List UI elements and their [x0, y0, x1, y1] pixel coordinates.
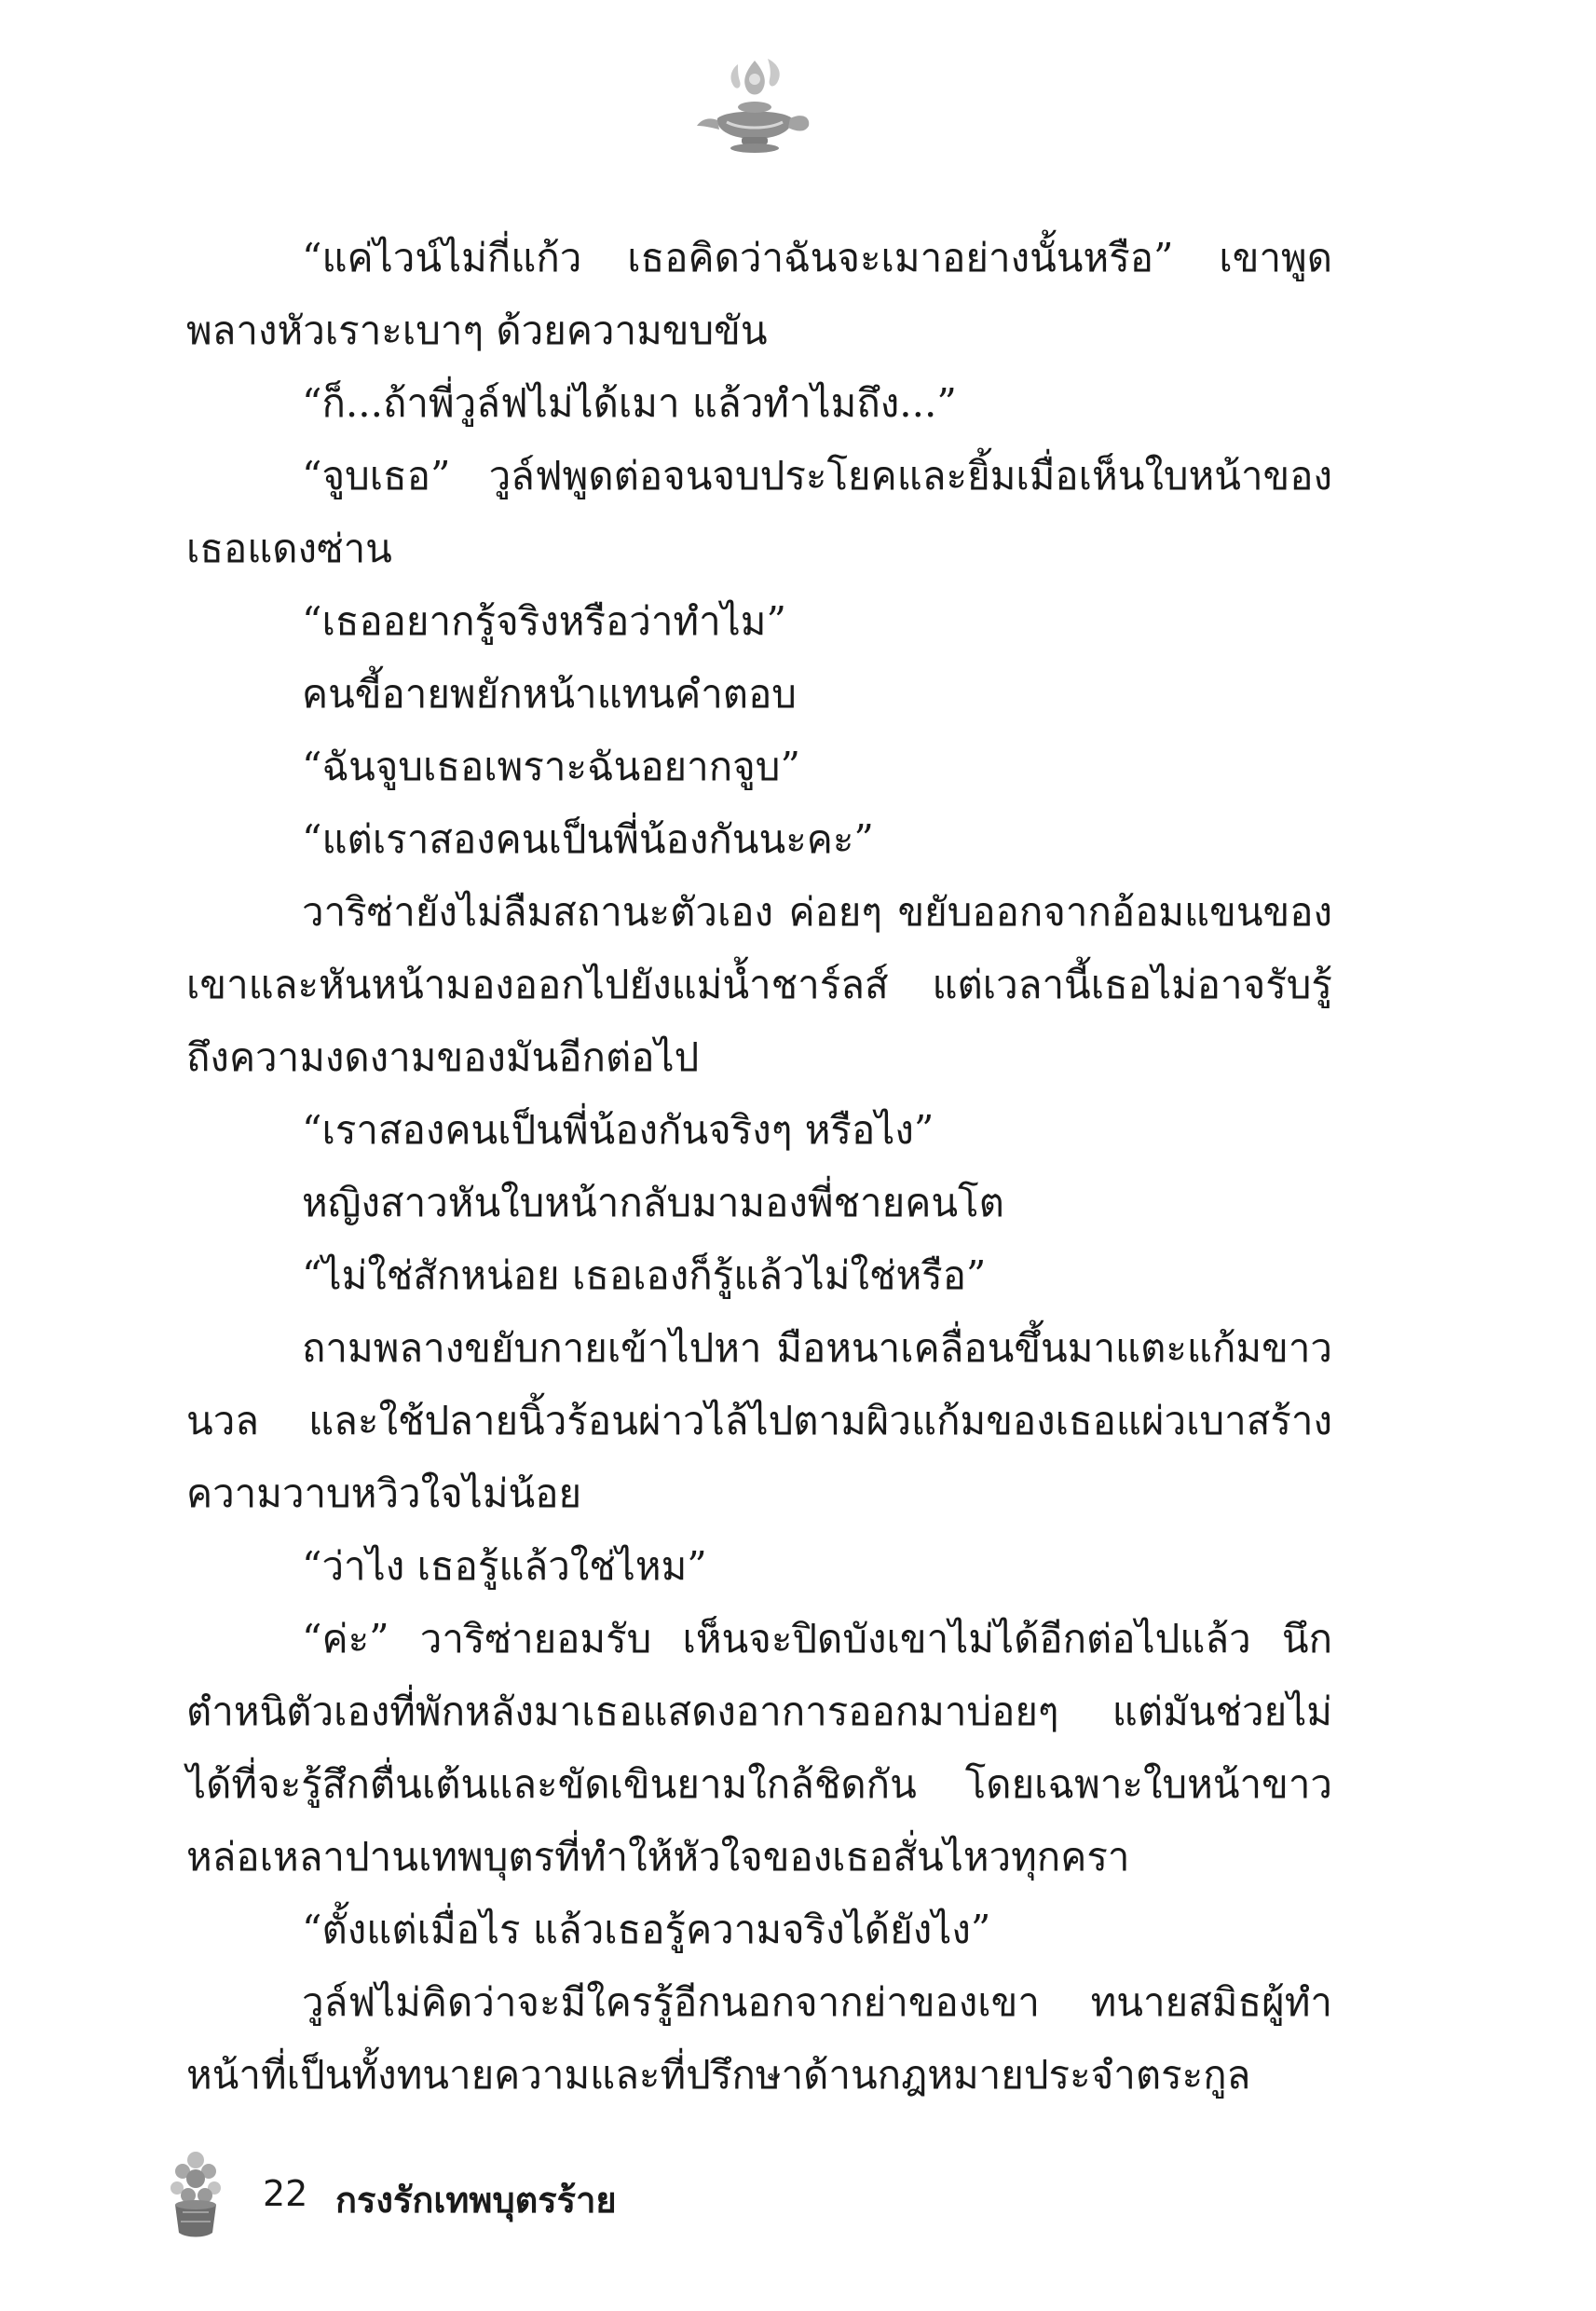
paragraph: “แต่เราสองคนเป็นพี่น้องกันนะคะ” [302, 816, 874, 862]
paragraph: “แค่ไวน์ไม่กี่แก้ว เธอคิดว่าฉันจะเมาอย่างนั้นหรือ” เขาพูดพลางหัวเราะเบาๆ ด้วยความขบขัน [186, 235, 1332, 353]
body-text [186, 222, 1332, 2112]
page-footer [158, 2143, 997, 2246]
paragraph: “ค่ะ” วาริซ่ายอมรับ เห็นจะปิดบังเขาไม่ได้อีกต่อไปแล้ว นึกตำหนิตัวเองที่พักหลังมาเธอแสดงอาการออกมาบ่อยๆ แต่มันช่วยไม่ได้ที่จะรู้สึกตื่นเต้นและขัดเขินยามใกล้ชิดกัน โดยเฉพาะใบหน้าขาวหล่อเหลาปานเทพบุตรที่ทำให้หัวใจของเธอสั่นไหวทุกครา [186, 1616, 1332, 1880]
paragraph: วาริซ่ายังไม่ลืมสถานะตัวเอง ค่อยๆ ขยับออกจากอ้อมแขนของเขาและหันหน้ามองออกไปยังแม่น้ำชาร์ลส์ แต่เวลานี้เธอไม่อาจรับรู้ถึงความงดงามของมันอีกต่อไป [186, 889, 1332, 1080]
book-title: กรงรักเทพบุตรร้าย [335, 2180, 617, 2221]
paragraph: ถามพลางขยับกายเข้าไปหา มือหนาเคลื่อนขึ้นมาแตะแก้มขาวนวล และใช้ปลายนิ้วร้อนผ่าวไล้ไปตามผิวแก้มของเธอแผ่วเบาสร้างความวาบหวิวใจไม่น้อย [186, 1325, 1332, 1516]
page-number: 22 [263, 2173, 308, 2214]
lamp-with-flame-icon [689, 51, 820, 163]
paragraph: “เธออยากรู้จริงหรือว่าทำไม” [302, 598, 786, 644]
paragraph: “ก็...ถ้าพี่วูล์ฟไม่ได้เมา แล้วทำไมถึง...” [302, 380, 957, 426]
paragraph: “ตั้งแต่เมื่อไร แล้วเธอรู้ความจริงได้ยังไง” [302, 1907, 991, 1952]
paragraph: “ว่าไง เธอรู้แล้วใช่ไหม” [302, 1543, 707, 1589]
paragraph: คนขี้อายพยักหน้าแทนคำตอบ [302, 671, 797, 717]
paragraph: “ฉันจูบเธอเพราะฉันอยากจูบ” [302, 744, 800, 789]
paragraph: วูล์ฟไม่คิดว่าจะมีใครรู้อีกนอกจากย่าของเขา ทนายสมิธผู้ทำหน้าที่เป็นทั้งทนายความและที่ปรึกษาด้านกฎหมายประจำตระกูล [186, 1979, 1332, 2098]
paragraph: “จูบเธอ” วูล์ฟพูดต่อจนจบประโยคและยิ้มเมื่อเห็นใบหน้าของเธอแดงซ่าน [186, 453, 1332, 571]
paragraph: “เราสองคนเป็นพี่น้องกันจริงๆ หรือไง” [302, 1107, 934, 1153]
paragraph: หญิงสาวหันใบหน้ากลับมามองพี่ชายคนโต [302, 1180, 1004, 1225]
paragraph: “ไม่ใช่สักหน่อย เธอเองก็รู้แล้วไม่ใช่หรือ” [302, 1252, 987, 1298]
flower-bouquet-icon [158, 2143, 233, 2246]
